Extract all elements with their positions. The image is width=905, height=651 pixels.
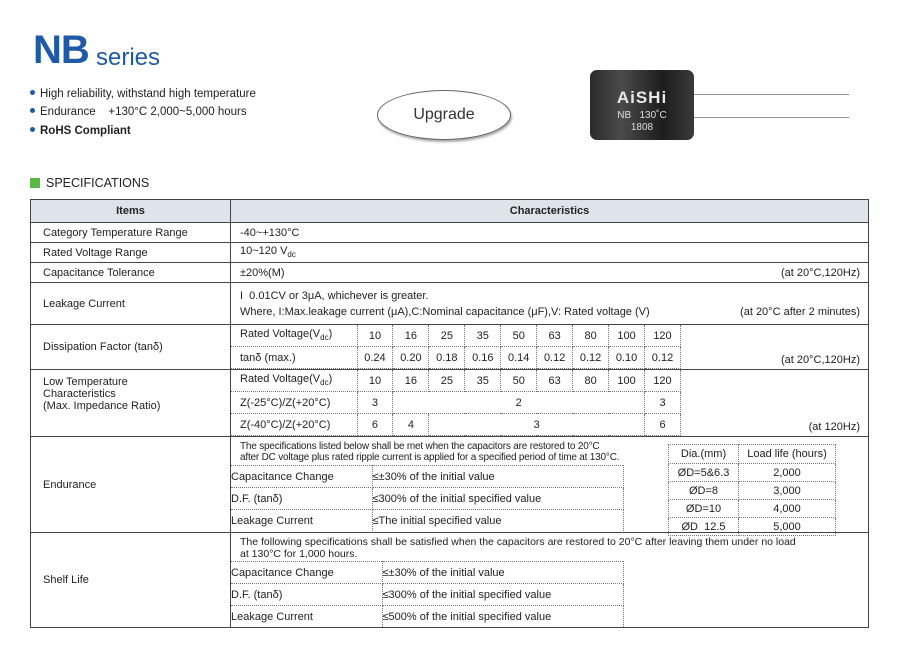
- ratio-cell: 3: [645, 392, 681, 414]
- dia-cell: ØD=10: [669, 500, 739, 518]
- criteria-name: Leakage Current: [231, 606, 382, 628]
- table-row: [31, 223, 869, 243]
- leakage-formula: I 0.01CV or 3μA, whichever is greater.: [240, 289, 429, 302]
- row-value: [231, 283, 869, 325]
- unit-subscript: dc: [287, 250, 296, 260]
- condition-note: (at 20°C,120Hz): [781, 354, 860, 366]
- criteria-name: Leakage Current: [231, 510, 372, 532]
- criteria-value: ≤300% of the initial specified value: [382, 584, 624, 606]
- load-life-table: [668, 444, 836, 536]
- row-value: [231, 263, 869, 283]
- ratio-cell: 6: [645, 414, 681, 436]
- tan-cell: 0.12: [645, 347, 681, 369]
- bullet-icon: [30, 90, 35, 95]
- voltage-cell: 120: [645, 325, 681, 347]
- tan-cell: 0.14: [501, 347, 537, 369]
- ratio-cell: 2: [393, 392, 645, 414]
- row-label: Capacitance Tolerance: [31, 263, 231, 283]
- shelf-text: The following specifications shall be satisfied when the capacitors are restored to 20°C after leaving them under no load: [240, 536, 796, 548]
- condition-note: (at 120Hz): [808, 421, 860, 433]
- header-characteristics: Characteristics: [231, 200, 869, 223]
- criteria-value: ≤300% of the initial specified value: [372, 488, 624, 510]
- table-row: [31, 263, 869, 283]
- row-value: [231, 370, 869, 437]
- row-label: Shelf Life: [31, 533, 231, 628]
- ratio-cell: 3: [357, 392, 393, 414]
- criteria-name: D.F. (tanδ): [231, 488, 372, 510]
- upgrade-badge: [377, 90, 511, 140]
- row-value: [231, 437, 869, 533]
- row-label-line: (Max. Impedance Ratio): [43, 400, 161, 412]
- row-value: [231, 243, 869, 263]
- tan-cell: 0.12: [537, 347, 573, 369]
- rv-text: Rated Voltage(V: [240, 373, 321, 386]
- criteria-name: D.F. (tanδ): [231, 584, 382, 606]
- row-value: [231, 533, 869, 628]
- voltage-cell: 100: [609, 325, 645, 347]
- condition-note: (at 20°C,120Hz): [781, 266, 860, 279]
- table-row: [31, 533, 869, 628]
- series-title-nb: NB: [33, 28, 89, 72]
- feature-text: Endurance +130°C 2,000~5,000 hours: [40, 106, 247, 118]
- specifications-table: [30, 199, 869, 628]
- table-row: [31, 437, 869, 533]
- voltage-cell: 10: [357, 370, 393, 392]
- dia-cell: ØD=5&6.3: [669, 464, 739, 482]
- endurance-text: after DC voltage plus rated ripple current is applied for a specified period of time at 130°C.: [240, 452, 620, 463]
- row-label-line: Low Temperature: [43, 376, 128, 388]
- criteria-value: ≤±30% of the initial value: [372, 466, 624, 488]
- row-label: Category Temperature Range: [31, 223, 231, 243]
- row-value: [231, 325, 869, 370]
- capacitor-lead: [694, 94, 849, 95]
- tan-cell: 0.24: [357, 347, 393, 369]
- voltage-cell: 16: [393, 370, 429, 392]
- feature-item: [30, 88, 256, 100]
- criteria-value: ≤±30% of the initial value: [382, 562, 624, 584]
- voltage-cell: 35: [465, 370, 501, 392]
- voltage-cell: 63: [537, 370, 573, 392]
- criteria-value: ≤The initial specified value: [372, 510, 624, 532]
- rated-voltage-label: [231, 370, 357, 392]
- voltage-cell: 25: [429, 325, 465, 347]
- table-row: [31, 243, 869, 263]
- voltage-cell: 50: [501, 325, 537, 347]
- rv-tail: ): [328, 328, 333, 341]
- life-cell: 3,000: [739, 482, 836, 500]
- ratio-cell: 6: [357, 414, 393, 436]
- section-marker-icon: [30, 178, 40, 188]
- low-temp-subtable: [231, 370, 681, 436]
- capacitor-image: [590, 70, 694, 140]
- table-header-row: [31, 200, 869, 223]
- rv-text: Rated Voltage(V: [240, 328, 321, 341]
- voltage-cell: 50: [501, 370, 537, 392]
- tolerance-value: ±20%(M): [240, 266, 285, 279]
- feature-item: [30, 125, 131, 137]
- table-row: [31, 283, 869, 325]
- life-cell: 2,000: [739, 464, 836, 482]
- feature-text: RoHS Compliant: [40, 125, 131, 137]
- condition-note: (at 20°C after 2 minutes): [740, 305, 860, 318]
- dia-cell: ØD=8: [669, 482, 739, 500]
- criteria-value: ≤500% of the initial specified value: [382, 606, 624, 628]
- endurance-text: The specifications listed below shall be met when the capacitors are restored to 20°C: [240, 441, 600, 452]
- feature-item: [30, 106, 247, 118]
- tan-cell: 0.12: [573, 347, 609, 369]
- unit-subscript: dc: [320, 378, 329, 388]
- voltage-cell: 25: [429, 370, 465, 392]
- voltage-cell: 80: [573, 325, 609, 347]
- row-value: -40~+130°C: [231, 223, 869, 243]
- life-cell: 4,000: [739, 500, 836, 518]
- leakage-definition: Where, I:Max.leakage current (μA),C:Nominal capacitance (μF),V: Rated voltage (V): [240, 305, 650, 318]
- voltage-cell: 63: [537, 325, 573, 347]
- series-title-suffix: series: [96, 44, 161, 71]
- row-label: Dissipation Factor (tanδ): [31, 325, 231, 370]
- row-label: Endurance: [31, 437, 231, 533]
- voltage-cell: 35: [465, 325, 501, 347]
- load-life-header: Load life (hours): [739, 445, 836, 464]
- voltage-cell: 120: [645, 370, 681, 392]
- voltage-cell: 10: [357, 325, 393, 347]
- criteria-name: Capacitance Change: [231, 466, 372, 488]
- rated-voltage-label: [231, 325, 357, 347]
- row-label: [31, 370, 231, 437]
- bullet-icon: [30, 108, 35, 113]
- tan-cell: 0.20: [393, 347, 429, 369]
- tan-cell: 0.16: [465, 347, 501, 369]
- criteria-name: Capacitance Change: [231, 562, 382, 584]
- rv-tail: ): [328, 373, 333, 386]
- capacitor-lead: [694, 117, 849, 118]
- voltage-cell: 100: [609, 370, 645, 392]
- capacitor-brand: AiSHi: [616, 88, 668, 107]
- voltage-cell: 16: [393, 325, 429, 347]
- capacitor-code: 1808: [630, 122, 654, 133]
- load-life-header: Dia.(mm): [669, 445, 739, 464]
- dissipation-subtable: [231, 325, 681, 369]
- ratio-cell: 3: [429, 414, 645, 436]
- rated-voltage-value: 10~120 V: [240, 245, 288, 258]
- endurance-criteria: [231, 465, 624, 531]
- bullet-icon: [30, 127, 35, 132]
- tan-cell: 0.10: [609, 347, 645, 369]
- tan-cell: 0.18: [429, 347, 465, 369]
- capacitor-model: NB 130˚C: [617, 110, 667, 121]
- voltage-cell: 80: [573, 370, 609, 392]
- row-label-line: Characteristics: [43, 388, 116, 400]
- shelf-criteria: [231, 561, 624, 627]
- feature-text: High reliability, withstand high temperature: [40, 88, 256, 100]
- table-row: [31, 325, 869, 370]
- z25-label: Z(-25°C)/Z(+20°C): [231, 392, 357, 414]
- z40-label: Z(-40°C)/Z(+20°C): [231, 414, 357, 436]
- upgrade-label: Upgrade: [413, 106, 475, 123]
- ratio-cell: 4: [393, 414, 429, 436]
- dia-cell: ØD 12.5: [669, 518, 739, 536]
- unit-subscript: dc: [320, 333, 329, 343]
- table-row: [31, 370, 869, 437]
- header-items: Items: [31, 200, 231, 223]
- row-label: Leakage Current: [31, 283, 231, 325]
- life-cell: 5,000: [739, 518, 836, 536]
- row-label: Rated Voltage Range: [31, 243, 231, 263]
- section-title: SPECIFICATIONS: [46, 176, 150, 190]
- shelf-text: at 130°C for 1,000 hours.: [240, 548, 358, 560]
- tan-label: tanδ (max.): [231, 347, 357, 369]
